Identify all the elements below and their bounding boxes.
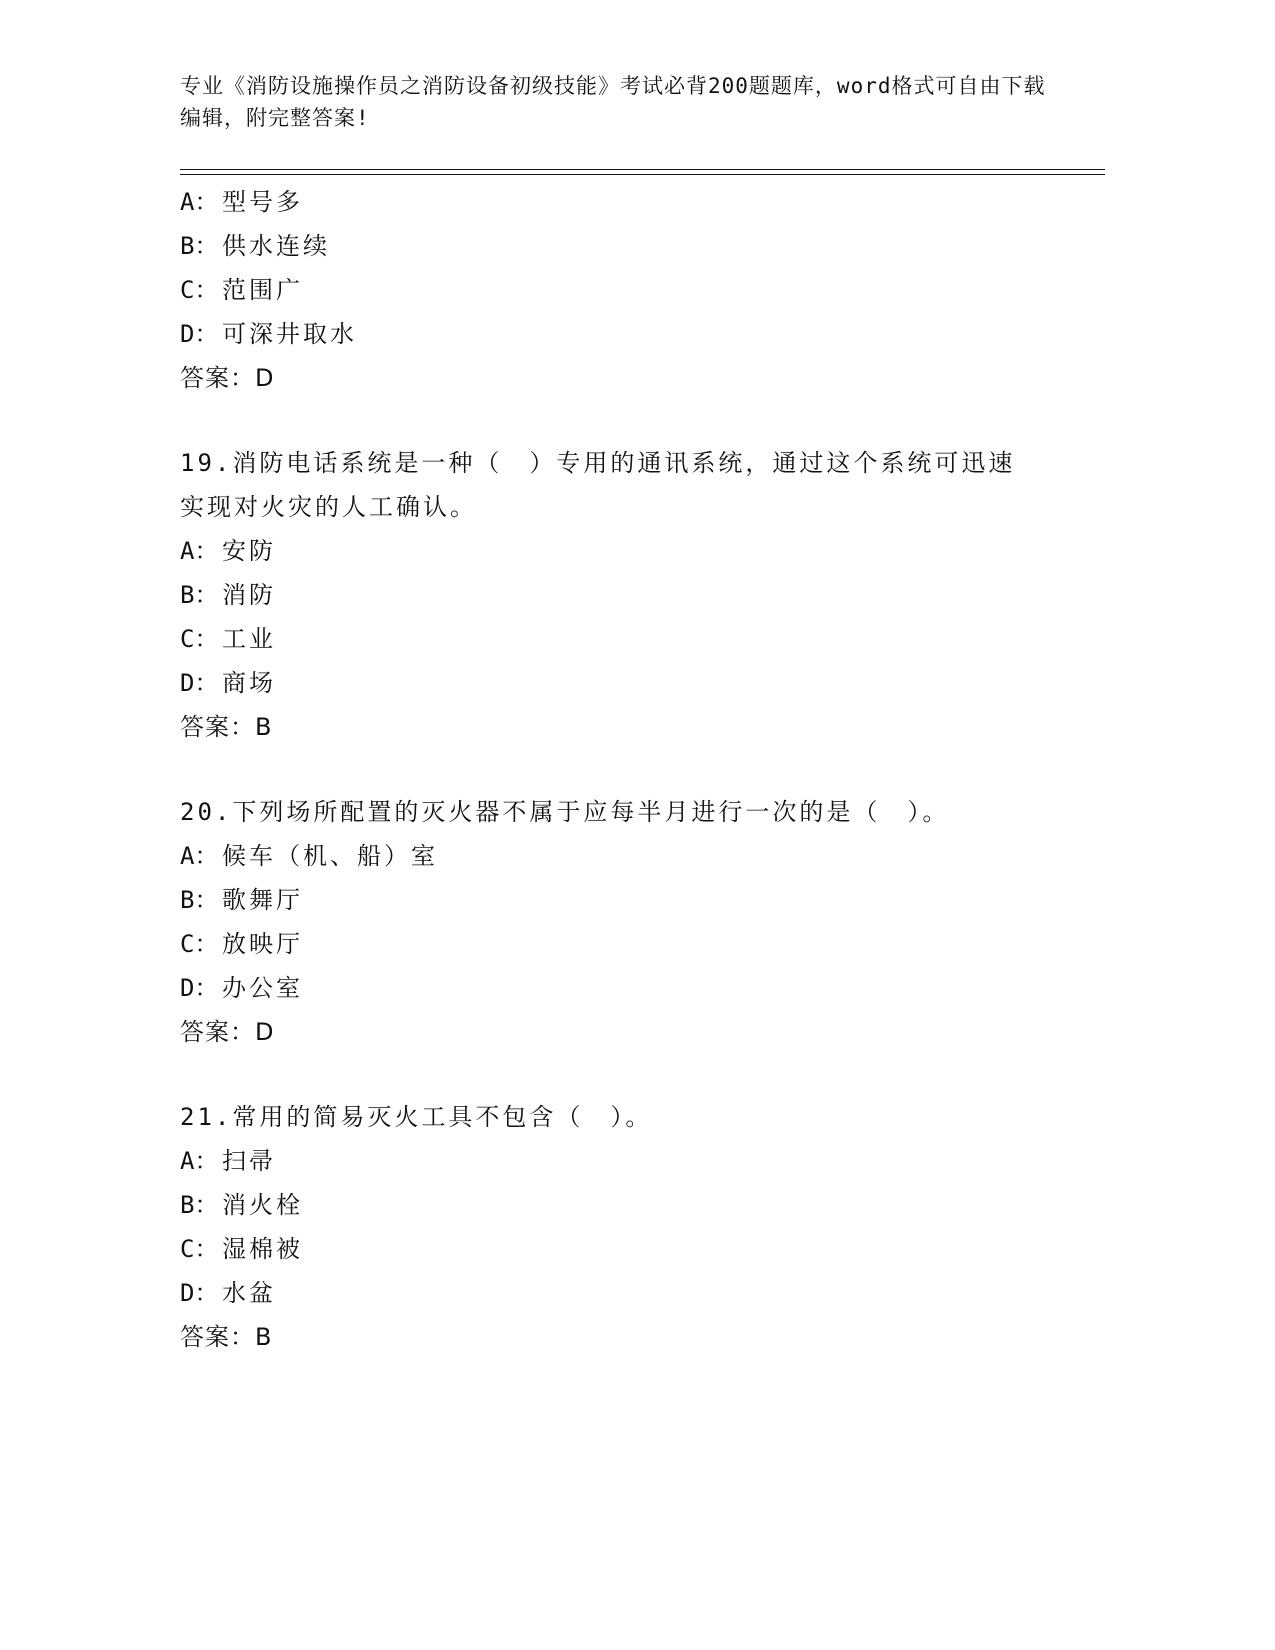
option-a: A： 安防 [180,537,276,565]
option-b: B： 消防 [180,581,276,609]
option-a: A： 型号多 [180,188,303,216]
question-20 [180,790,1080,1054]
answer-line: 答案：D [180,364,275,392]
question-21 [180,1095,1080,1359]
header-divider-bottom [180,174,1105,175]
option-d: D： 办公室 [180,974,303,1002]
option-b: B： 歌舞厅 [180,886,303,914]
option-a: A： 扫帚 [180,1147,276,1175]
answer-line: 答案：B [180,1323,273,1351]
option-c: C： 工业 [180,625,276,653]
question-19 [180,441,1080,749]
option-c: C： 湿棉被 [180,1235,303,1263]
question-stem: 21.常用的简易灭火工具不包含（ ）。 [180,1103,653,1131]
answer-line: 答案：D [180,1018,275,1046]
option-d: D： 水盆 [180,1279,276,1307]
option-d: D： 可深井取水 [180,320,357,348]
document-header: 专业《消防设施操作员之消防设备初级技能》考试必背200题题库，word格式可自由下载编辑，附完整答案! [180,74,1046,130]
option-c: C： 放映厅 [180,930,303,958]
answer-line: 答案：B [180,713,273,741]
option-d: D： 商场 [180,669,276,697]
question-stem: 20.下列场所配置的灭火器不属于应每半月进行一次的是（ ）。 [180,798,950,826]
header-divider-top [180,169,1105,170]
question-stem: 19.消防电话系统是一种（ ）专用的通讯系统，通过这个系统可迅速实现对火灾的人工确认。 [180,449,1016,521]
option-b: B： 供水连续 [180,232,330,260]
question-18-continued [180,180,1080,400]
option-b: B： 消火栓 [180,1191,303,1219]
option-c: C： 范围广 [180,276,303,304]
option-a: A： 候车（机、船）室 [180,842,438,870]
